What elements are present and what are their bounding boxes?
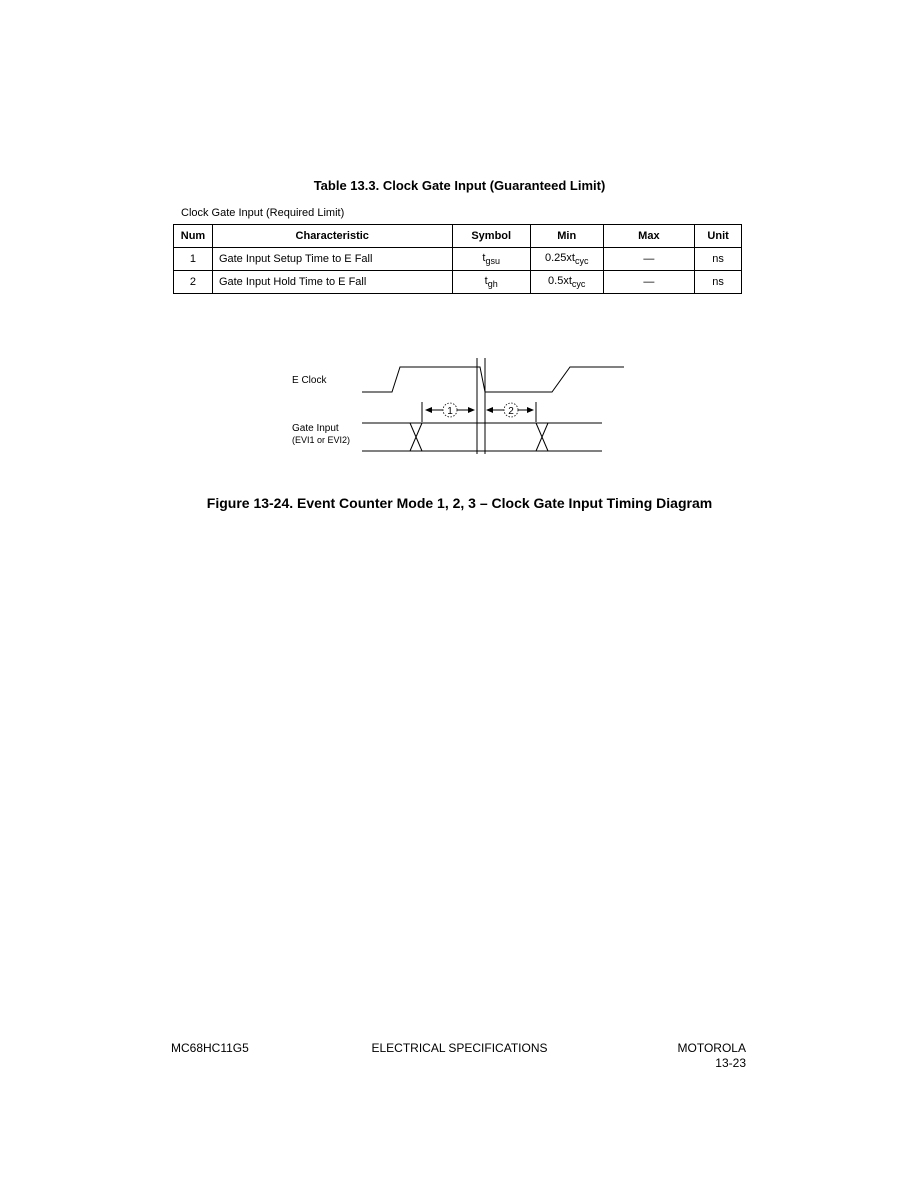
min-sub: cyc <box>571 279 586 290</box>
footer-right <box>678 1041 746 1071</box>
footer-page-number: 13-23 <box>715 1056 746 1070</box>
table-header-row <box>174 225 742 248</box>
cell-symbol <box>452 248 530 271</box>
min-base: 0.25xt <box>544 251 575 264</box>
cell-unit: ns <box>695 271 742 294</box>
footer-part-number: MC68HC11G5 <box>171 1041 249 1055</box>
header-symbol: Symbol <box>452 225 530 248</box>
header-unit: Unit <box>695 225 742 248</box>
arrowhead-2-left <box>486 407 493 413</box>
table-row <box>174 271 742 294</box>
marker-1-label: 1 <box>447 406 453 417</box>
cell-characteristic: Gate Input Setup Time to E Fall <box>212 248 452 271</box>
header-num: Num <box>174 225 213 248</box>
table-row <box>174 248 742 271</box>
min-base: 0.5xt <box>548 274 572 287</box>
gate-input-sublabel: (EVI1 or EVI2) <box>292 435 351 445</box>
symbol-base: t <box>482 251 486 264</box>
arrowhead-2-right <box>527 407 534 413</box>
cell-num: 2 <box>174 271 213 294</box>
cell-max: — <box>603 248 695 271</box>
arrowhead-1-right <box>468 407 475 413</box>
symbol-sub: gsu <box>485 256 500 267</box>
timing-diagram <box>280 350 640 470</box>
symbol-base: t <box>484 274 488 287</box>
figure-caption: Figure 13-24. Event Counter Mode 1, 2, 3 – Clock Gate Input Timing Diagram <box>206 495 713 511</box>
cell-min <box>530 271 603 294</box>
header-characteristic: Characteristic <box>212 225 452 248</box>
table-caption: Clock Gate Input (Required Limit) <box>181 207 345 219</box>
e-clock-label: E Clock <box>292 375 327 386</box>
cell-symbol <box>452 271 530 294</box>
marker-2-label: 2 <box>508 406 514 417</box>
cell-characteristic: Gate Input Hold Time to E Fall <box>212 271 452 294</box>
min-sub: cyc <box>574 256 589 267</box>
header-max: Max <box>603 225 695 248</box>
table-title: Table 13.3. Clock Gate Input (Guaranteed Limit) <box>313 178 606 193</box>
footer-section-title: ELECTRICAL SPECIFICATIONS <box>371 1041 548 1055</box>
cell-max: — <box>603 271 695 294</box>
footer-company: MOTOROLA <box>677 1041 746 1055</box>
cell-unit: ns <box>695 248 742 271</box>
cell-num: 1 <box>174 248 213 271</box>
spec-table <box>173 224 742 294</box>
arrowhead-1-left <box>425 407 432 413</box>
e-clock-waveform <box>362 367 624 392</box>
cell-min <box>530 248 603 271</box>
header-min: Min <box>530 225 603 248</box>
symbol-sub: gh <box>487 279 498 290</box>
gate-input-label: Gate Input <box>292 423 339 434</box>
